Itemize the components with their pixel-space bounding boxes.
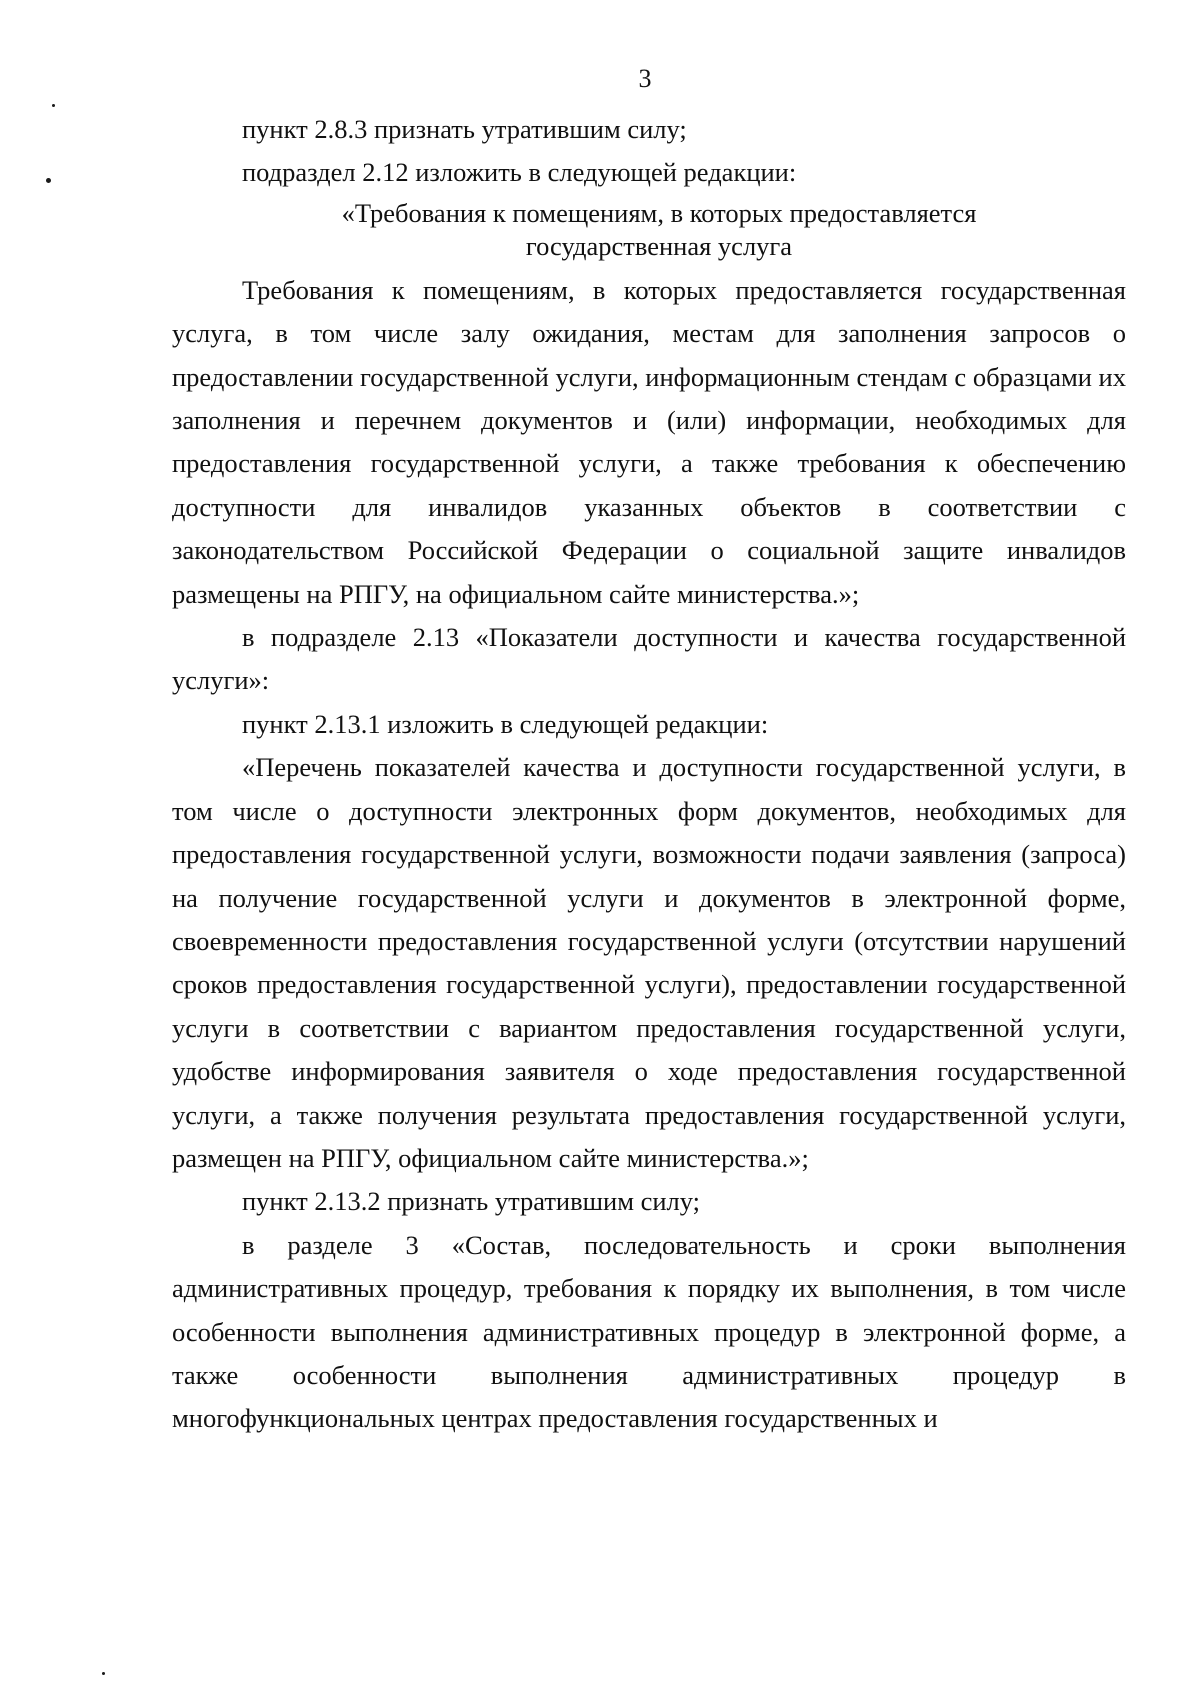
paragraph-quality-indicators: «Перечень показателей качества и доступности государственной услуги, в том числе о доступности электронных форм документов, необходимых для предоставления государственной услуги, возможности подачи заявления (запроса) на получение государственной услуги и документов в электронной форме, своевременности предоставления государственной услуги (отсутствии нарушений сроков предоставления государственной услуги), предоставлении государственной услуги в соответствии с вариантом предоставления государственной услуги, удобстве информирования заявителя о ходе предоставления государственной услуги, а также получения результата предоставления государственной услуги, размещен на РПГУ, официальном сайте министерства.»; — [172, 752, 1126, 1173]
section-heading-line-2: государственная услуга — [525, 230, 793, 261]
paragraph-point-2-13-1: пункт 2.13.1 изложить в следующей редакции: — [242, 708, 769, 739]
paragraph-point-2-13-2: пункт 2.13.2 признать утратившим силу; — [242, 1186, 701, 1217]
scan-speck — [46, 178, 51, 183]
paragraph-point-2-8-3: пункт 2.8.3 признать утратившим силу; — [242, 114, 687, 144]
paragraph-section-3: в разделе 3 «Состав, последовательность и сроки выполнения административных процедур, требования к порядку их выполнения, в том числе особенности выполнения административных процедур в электронной форме, а также особенности выполнения административных процедур в многофункциональных центрах предоставления государственных и — [172, 1229, 1126, 1434]
scan-speck — [52, 104, 55, 107]
section-heading — [172, 197, 1126, 263]
section-heading-line-1: «Требования к помещениям, в которых предоставляется — [341, 197, 977, 228]
paragraph-subsection-2-13: в подразделе 2.13 «Показатели доступности и качества государственной услуги»: — [172, 622, 1126, 696]
paragraph-premises-requirements: Требования к помещениям, в которых предоставляется государственная услуга, в том числе залу ожидания, местам для заполнения запросов о предоставлении государственной услуги, информационным стендам с образцами их заполнения и перечнем документов и (или) информации, необходимых для предоставления государственной услуги, а также требования к обеспечению доступности для инвалидов указанных объектов в соответствии с законодательством Российской Федерации о социальной защите инвалидов размещены на РПГУ, на официальном сайте министерства.»; — [172, 274, 1126, 609]
scan-speck — [102, 1672, 105, 1675]
paragraph-subsection-2-12: подраздел 2.12 изложить в следующей редакции: — [242, 157, 797, 188]
page-number: 3 — [638, 64, 652, 93]
document-body — [172, 108, 1126, 1441]
